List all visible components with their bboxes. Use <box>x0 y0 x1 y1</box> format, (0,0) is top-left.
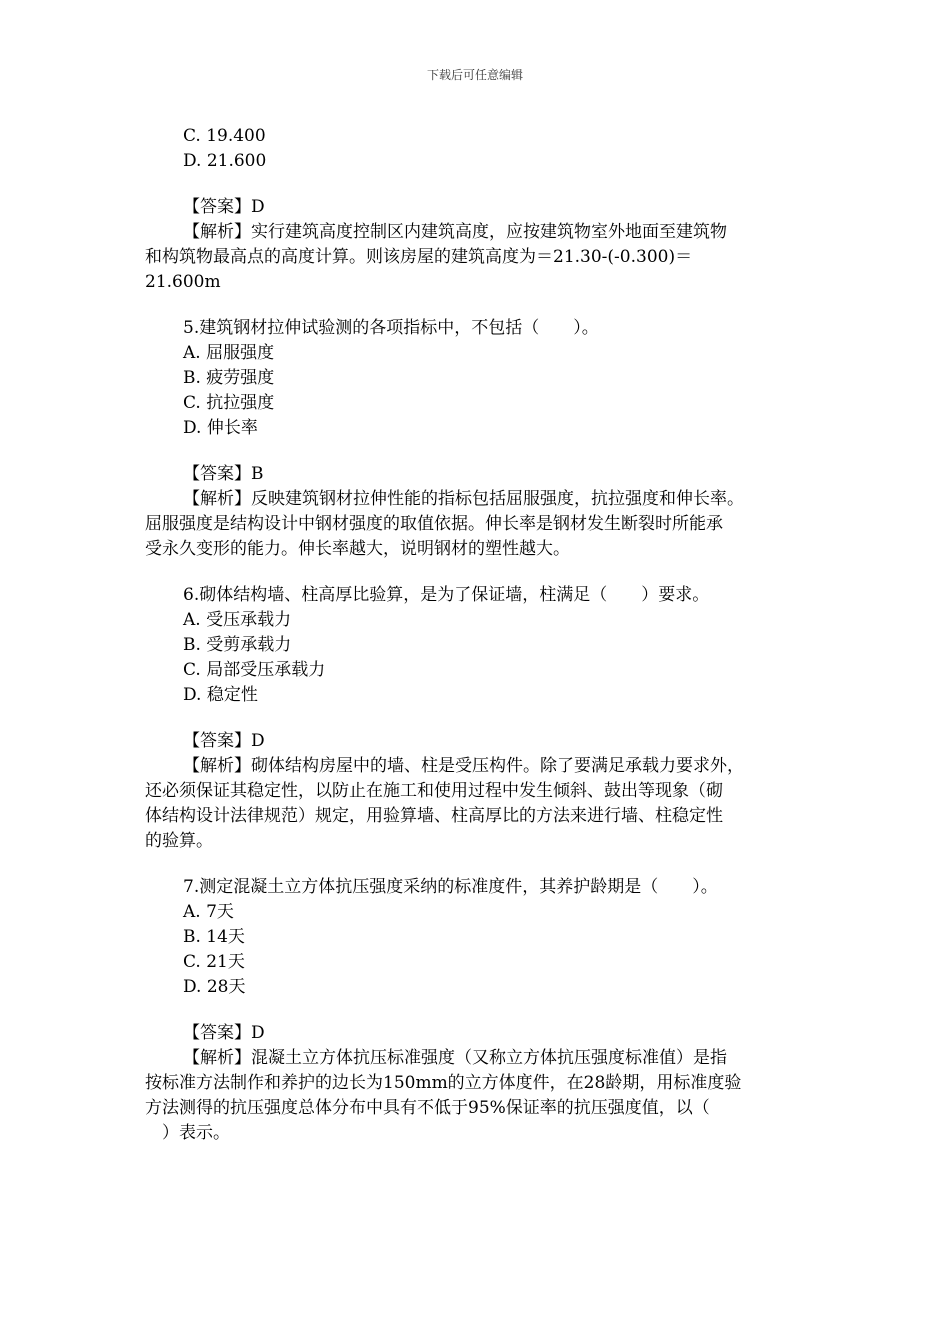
option-c: C. 19.400 <box>183 126 266 146</box>
answer-line: 【答案】B <box>183 464 264 484</box>
question-4-section <box>145 124 810 295</box>
option-d: D. 伸长率 <box>183 418 258 438</box>
explanation-line: 方法测得的抗压强度总体分布中具有不低于95%保证率的抗压强度值，以（ <box>145 1098 710 1118</box>
explanation-line: 【解析】反映建筑钢材拉伸性能的指标包括屈服强度，抗拉强度和伸长率。 <box>183 489 744 509</box>
question-text: 5.建筑钢材拉伸试验测的各项指标中，不包括（ ）。 <box>183 318 599 338</box>
option-d: D. 稳定性 <box>183 685 258 705</box>
option-b: B. 14天 <box>183 927 245 947</box>
option-a: A. 7天 <box>183 902 234 922</box>
option-c: C. 局部受压承载力 <box>183 660 326 680</box>
question-6-section <box>145 583 810 854</box>
answer-line: 【答案】D <box>183 731 265 751</box>
option-b: B. 疲劳强度 <box>183 368 275 388</box>
question-7-section <box>145 875 810 1146</box>
explanation-line: 还必须保证其稳定性，以防止在施工和使用过程中发生倾斜、鼓出等现象（砌 <box>145 781 723 801</box>
explanation-line: 【解析】混凝土立方体抗压标准强度（又称立方体抗压强度标准值）是指 <box>183 1048 727 1068</box>
answer-line: 【答案】D <box>183 197 265 217</box>
explanation-line: 屈服强度是结构设计中钢材强度的取值依据。伸长率是钢材发生断裂时所能承 <box>145 514 723 534</box>
explanation-line: 和构筑物最高点的高度计算。则该房屋的建筑高度为＝21.30-(-0.300)＝ <box>145 247 693 267</box>
question-text: 7.测定混凝土立方体抗压强度采纳的标准度件，其养护龄期是（ ）。 <box>183 877 718 897</box>
answer-line: 【答案】D <box>183 1023 265 1043</box>
option-a: A. 屈服强度 <box>183 343 275 363</box>
explanation-line: 【解析】砌体结构房屋中的墙、柱是受压构件。除了要满足承载力要求外， <box>183 756 744 776</box>
explanation-line: 【解析】实行建筑高度控制区内建筑高度，应按建筑物室外地面至建筑物 <box>183 222 727 242</box>
explanation-line: 受永久变形的能力。伸长率越大，说明钢材的塑性越大。 <box>145 539 570 559</box>
explanation-line: 的验算。 <box>145 831 213 851</box>
option-a: A. 受压承载力 <box>183 610 292 630</box>
explanation-line: 按标准方法制作和养护的边长为150mm的立方体度件，在28龄期，用标准度验 <box>145 1073 742 1093</box>
question-text: 6.砌体结构墙、柱高厚比验算，是为了保证墙，柱满足（ ）要求。 <box>183 585 710 605</box>
option-d: D. 21.600 <box>183 151 267 171</box>
explanation-line: 体结构设计法律规范）规定，用验算墙、柱高厚比的方法来进行墙、柱稳定性 <box>145 806 723 826</box>
document-body <box>145 124 810 1146</box>
explanation-line: ）表示。 <box>145 1123 230 1143</box>
option-c: C. 21天 <box>183 952 245 972</box>
explanation-line: 21.600m <box>145 272 221 292</box>
page-header: 下载后可任意编辑 <box>426 68 523 82</box>
option-b: B. 受剪承载力 <box>183 635 292 655</box>
option-c: C. 抗拉强度 <box>183 393 275 413</box>
option-d: D. 28天 <box>183 977 246 997</box>
question-5-section <box>145 316 810 562</box>
